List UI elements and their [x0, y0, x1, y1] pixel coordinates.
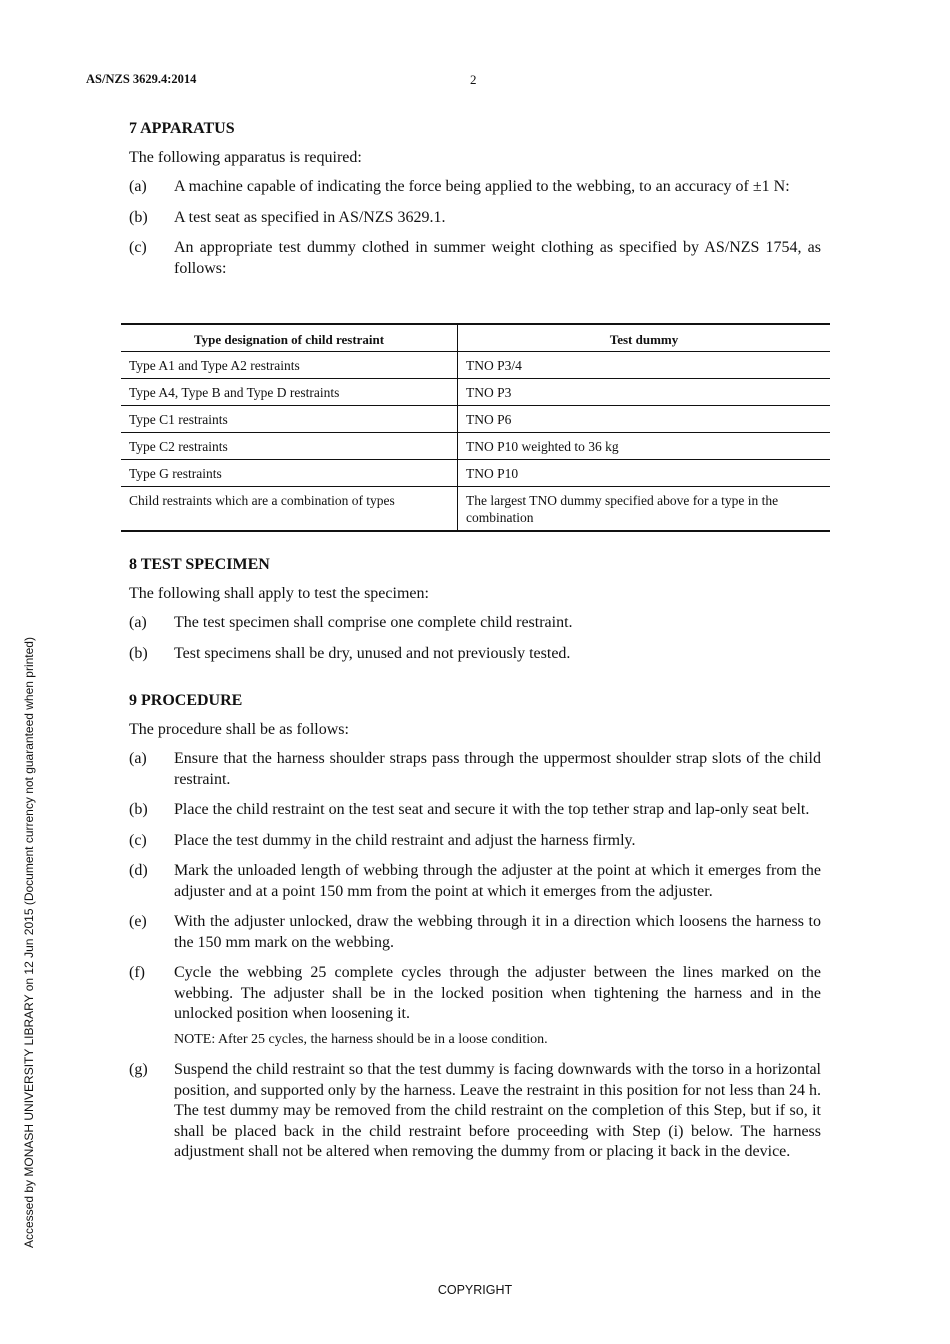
copyright-footer: COPYRIGHT: [437, 1283, 513, 1297]
section-procedure: [129, 692, 821, 1173]
list-item: [129, 208, 821, 229]
access-watermark: Accessed by MONASH UNIVERSITY LIBRARY on 12 Jun 2015 (Document currency not guaranteed when printed): [22, 637, 36, 1248]
item-label: (a): [129, 750, 147, 767]
item-text: A test seat as specified in AS/NZS 3629.1.: [174, 208, 446, 226]
table-header: Type designation of child restraint: [121, 324, 458, 352]
table-cell: Type A1 and Type A2 restraints: [121, 352, 458, 379]
table-row: [121, 487, 830, 532]
item-text: Suspend the child restraint so that the test dummy is facing downwards with the torso in a horizontal position, and supported only by the harness. Leave the restraint in this position for not less than 24 h. The test dummy may be removed from the child restraint on the completion of this Step, but if so, it shall be placed back in the child restraint before proceeding with Step (i) below. The harness adjustment shall not be altered when removing the dummy from or placing it back in the device.: [174, 1061, 821, 1160]
item-label: (b): [129, 801, 148, 818]
item-label: (d): [129, 862, 148, 879]
item-label: (a): [129, 614, 147, 631]
list-item: [129, 1060, 821, 1163]
item-text: Test specimens shall be dry, unused and not previously tested.: [174, 644, 571, 662]
item-label: (b): [129, 644, 148, 662]
item-text: Cycle the webbing 25 complete cycles through the adjuster between the lines marked on the webbing. The adjuster shall be in the locked position when tightening the harness and in the unlocked position when loosening it.: [174, 964, 821, 1022]
item-text: Place the child restraint on the test seat and secure it with the top tether strap and lap-only seat belt.: [174, 801, 810, 818]
list-item: [129, 177, 821, 198]
table-cell: TNO P6: [458, 406, 831, 433]
list-item: [129, 963, 821, 1050]
section-intro: The procedure shall be as follows:: [129, 721, 349, 738]
apparatus-list: [129, 177, 821, 279]
section-intro: The following shall apply to test the specimen:: [129, 585, 429, 602]
list-item: [129, 800, 821, 821]
list-item: [129, 831, 821, 852]
table-cell: TNO P3: [458, 379, 831, 406]
item-text: An appropriate test dummy clothed in summer weight clothing as specified by AS/NZS 1754, as follows:: [174, 239, 821, 277]
item-label: (f): [129, 964, 145, 981]
specimen-list: [129, 613, 821, 664]
item-label: (a): [129, 178, 147, 195]
section-heading: 8 TEST SPECIMEN: [129, 556, 270, 573]
item-label: (b): [129, 208, 148, 226]
table-cell: Type C2 restraints: [121, 433, 458, 460]
item-text: Mark the unloaded length of webbing through the adjuster at the point at which it emerges from the adjuster and at a point 150 mm from the point at which it emerges from the adjuster.: [174, 862, 821, 900]
table-cell: TNO P3/4: [458, 352, 831, 379]
item-text: With the adjuster unlocked, draw the webbing through it in a direction which loosens the harness to the 150 mm mark on the webbing.: [174, 913, 821, 951]
item-label: (c): [129, 239, 147, 256]
table-cell: Child restraints which are a combination of types: [121, 487, 458, 532]
page-number: 2: [470, 72, 477, 87]
table-row: [121, 460, 830, 487]
dummy-table: [121, 323, 830, 532]
item-label: (g): [129, 1061, 148, 1078]
table-row: [121, 379, 830, 406]
document-code: AS/NZS 3629.4:2014: [86, 72, 197, 86]
list-item: [129, 912, 821, 953]
list-item: [129, 861, 821, 902]
dummy-table-container: [121, 323, 830, 532]
item-label: (c): [129, 831, 147, 849]
item-text: Place the test dummy in the child restraint and adjust the harness firmly.: [174, 831, 636, 849]
table-row: [121, 406, 830, 433]
item-text: Ensure that the harness shoulder straps pass through the uppermost shoulder strap slots of the child restraint.: [174, 750, 821, 788]
procedure-list: [129, 749, 821, 1163]
item-text-with-note: [174, 963, 821, 1050]
section-apparatus: [129, 120, 821, 289]
list-item: [129, 613, 821, 634]
table-cell: TNO P10 weighted to 36 kg: [458, 433, 831, 460]
table-row: [121, 352, 830, 379]
section-intro: The following apparatus is required:: [129, 149, 362, 166]
table-cell: TNO P10: [458, 460, 831, 487]
section-heading: 9 PROCEDURE: [129, 692, 243, 709]
table-row: [121, 433, 830, 460]
list-item: [129, 238, 821, 279]
list-item: [129, 644, 821, 665]
table-cell: Type G restraints: [121, 460, 458, 487]
table-cell: Type A4, Type B and Type D restraints: [121, 379, 458, 406]
table-cell: Type C1 restraints: [121, 406, 458, 433]
item-text: The test specimen shall comprise one complete child restraint.: [174, 614, 573, 631]
item-text: A machine capable of indicating the force being applied to the webbing, to an accuracy of ±1 N:: [174, 178, 790, 195]
list-item: [129, 749, 821, 790]
section-test-specimen: [129, 556, 821, 674]
table-header: Test dummy: [458, 324, 831, 352]
note-text: NOTE: After 25 cycles, the harness should be in a loose condition.: [174, 1031, 548, 1047]
table-header-row: [121, 324, 830, 352]
table-cell: The largest TNO dummy specified above for a type in the combination: [466, 493, 779, 525]
item-label: (e): [129, 913, 147, 930]
section-heading: 7 APPARATUS: [129, 120, 235, 137]
